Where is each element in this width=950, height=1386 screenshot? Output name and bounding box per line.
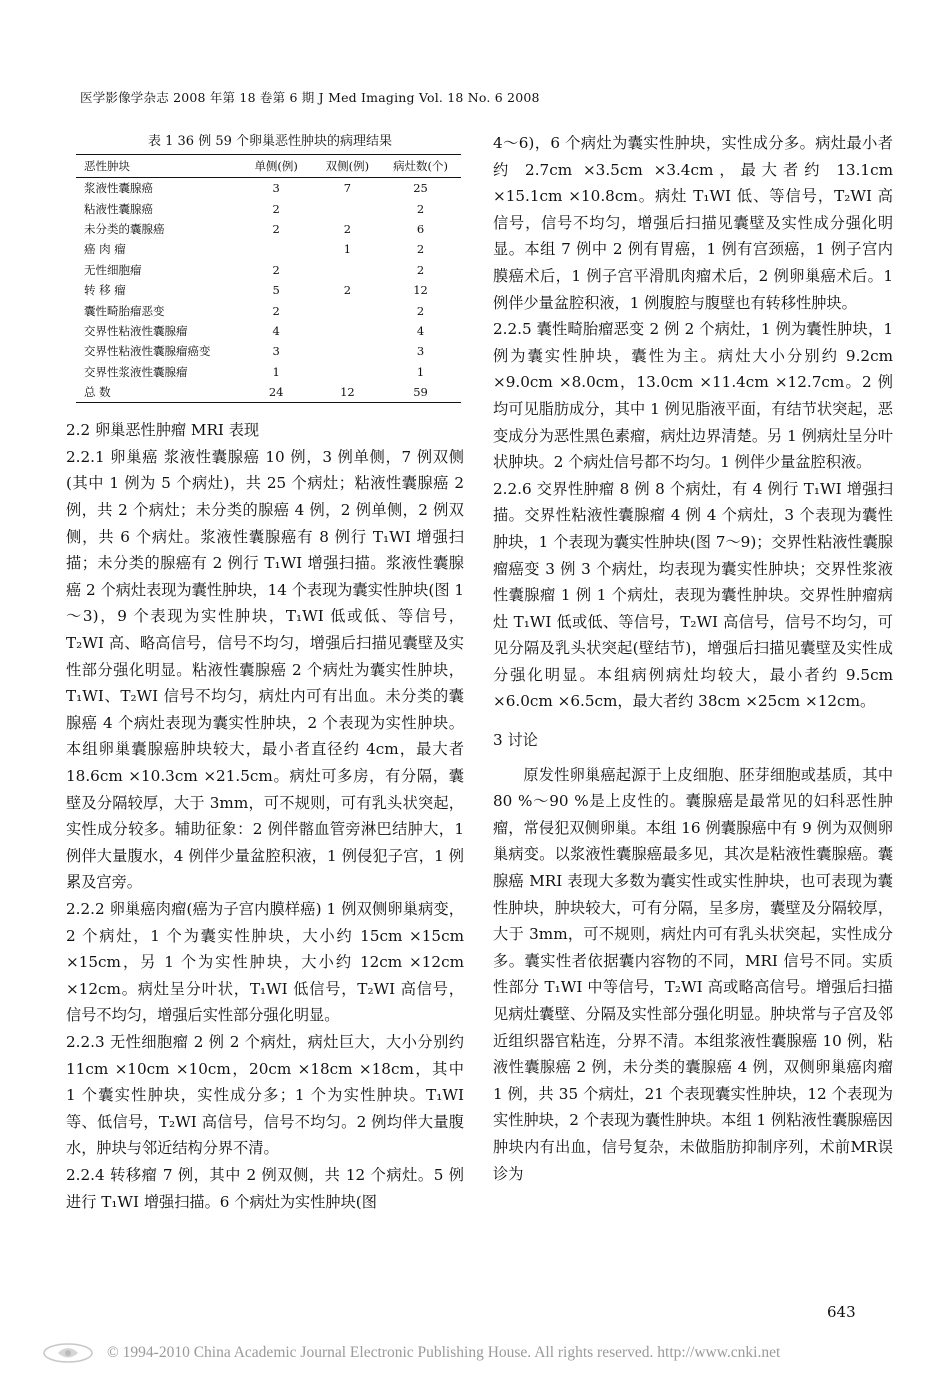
table-cell-value	[315, 198, 380, 218]
col-header: 恶性肿块	[76, 155, 238, 178]
footer	[0, 1338, 950, 1370]
table-row	[76, 300, 461, 320]
table-cell-value: 2	[416, 201, 425, 216]
table-cell-value: 24	[238, 382, 315, 403]
table-cell-value: 59	[380, 382, 461, 403]
table-cell-label: 交界性粘液性囊腺瘤癌变	[84, 344, 211, 359]
col-header: 单侧(例)	[238, 155, 315, 178]
table-cell-value: 3	[272, 344, 280, 359]
table-cell-value: 4	[272, 323, 280, 338]
table-cell-value	[315, 300, 380, 320]
table-row	[76, 178, 461, 199]
section-3-title: 3 讨论	[493, 731, 538, 750]
table-cell-label: 囊性畸胎瘤恶变	[84, 303, 165, 318]
table-cell-label: 粘液性囊腺癌	[84, 201, 153, 216]
table-cell-value	[315, 321, 380, 341]
table-cell-label: 浆液性囊腺癌	[84, 181, 153, 196]
table-cell-value	[315, 362, 380, 382]
table-cell-label: 癌 肉 瘤	[84, 242, 126, 257]
table-cell-value: 3	[272, 181, 280, 196]
table-cell-label: 交界性粘液性囊腺瘤	[84, 323, 188, 338]
table-row	[76, 341, 461, 361]
section-2-2-1: 2.2.1 卵巢癌 浆液性囊腺癌 10 例，3 例单侧，7 例双侧(其中 1 例为 5 个病灶)，共 25 个病灶；粘液性囊腺癌 2 例，共 2 个病灶；未分类的腺癌 4 例，2 例单侧，2 例双侧，共 6 个病灶。浆液性囊腺癌有 8 例行 T₁WI 增强扫描；未分类的腺癌有 2 例行 T₁WI 增强扫描。浆液性囊腺癌 2 个病灶表现为囊性肿块，14 个表现为囊实性肿块(图 1～3)，9 个表现为实性肿块，T₁WI 低或低、等信号，T₂WI 高、略高信号，信号不均匀，增强后扫描见囊壁及实性部分强化明显。粘液性囊腺癌 2 个病灶为囊实性肿块，T₁WI、T₂WI 信号不均匀，病灶内可有出血。未分类的囊腺癌 4 个病灶表现为囊实性肿块，2 个表现为实性肿块。本组卵巢囊腺癌肿块较大，最小者直径约 4cm，最大者 18.6cm ×10.3cm ×21.5cm。病灶可多房，有分隔，囊壁及分隔较厚，大于 3mm，可不规则，可有乳头状突起，实性成分较多。辅助征象：2 例伴髂血管旁淋巴结肿大，1 例伴大量腹水，4 例伴少量盆腔积液，1 例侵犯子宫，1 例累及宫旁。	[66, 447, 465, 892]
table-cell-value: 12	[413, 283, 428, 298]
table-row	[76, 198, 461, 218]
table-cell-label: 总 数	[76, 382, 238, 403]
table-cell-value: 2	[343, 283, 352, 298]
table-header-row	[76, 155, 461, 178]
table-row	[76, 219, 461, 239]
table-cell-value: 7	[343, 181, 352, 196]
table-cell-value	[238, 239, 315, 259]
table-row	[76, 260, 461, 280]
section-2-2-3: 2.2.3 无性细胞瘤 2 例 2 个病灶，病灶巨大，大小分别约 11cm ×10cm ×10cm，20cm ×18cm ×18cm，其中 1 个囊实性肿块，实性成分多；1 个为实性肿块。T₁WI 等、低信号，T₂WI 高信号，信号不均匀。2 例均伴大量腹水，肿块与邻近结构分界不清。	[66, 1032, 464, 1158]
table-cell-value: 2	[416, 262, 425, 277]
table-cell-label: 未分类的囊腺癌	[84, 221, 165, 236]
table-cell-value	[315, 260, 380, 280]
table-row	[76, 239, 461, 259]
table-row	[76, 362, 461, 382]
table-cell-value: 1	[416, 364, 425, 379]
cnki-logo-icon	[40, 1340, 96, 1366]
section-2-2-4: 2.2.4 转移瘤 7 例，其中 2 例双侧，共 12 个病灶。5 例进行 T₁WI 增强扫描。6 个病灶为实性肿块(图	[66, 1165, 464, 1211]
col-header: 双侧(例)	[315, 155, 380, 178]
copyright-text: © 1994-2010 China Academic Journal Electronic Publishing House. All rights reserved. http://www.cnki.net	[107, 1344, 781, 1361]
section-2-2-title: 2.2 卵巢恶性肿瘤 MRI 表现	[66, 421, 260, 440]
table-caption: 表 1 36 例 59 个卵巢恶性肿块的病理结果	[147, 134, 393, 149]
table-cell-value: 2	[416, 303, 425, 318]
pathology-table	[76, 154, 461, 403]
table-row	[76, 382, 461, 403]
table-cell-value: 5	[272, 283, 280, 298]
section-2-2-4-continued: 4～6)，6 个病灶为囊实性肿块，实性成分多。病灶最小者约 2.7cm ×3.5cm ×3.4cm，最大者约 13.1cm ×15.1cm ×10.8cm。病灶 T₁WI 低、等信号，T₂WI 高信号，信号不均匀，增强后扫描见囊壁及实性成分强化明显。本组 7 例中 2 例有胃癌，1 例有宫颈癌，1 例子宫内膜癌术后，1 例子宫平滑肌肉瘤术后，2 例卵巢癌术后。1 例伴少量盆腔积液，1 例腹腔与腹壁也有转移性肿块。	[493, 134, 893, 312]
section-2-2-2: 2.2.2 卵巢癌肉瘤(癌为子宫内膜样癌) 1 例双侧卵巢病变，2 个病灶，1 个为囊实性肿块，大小约 15cm ×15cm ×15cm，另 1 个为实性肿块，大小约 12cm ×12cm ×12cm。病灶呈分叶状，T₁WI 低信号，T₂WI 高信号，信号不均匀，增强后实性部分强化明显。	[66, 899, 464, 1025]
journal-header: 医学影像学杂志 2008 年第 18 卷第 6 期 J Med Imaging Vol. 18 No. 6 2008	[80, 90, 540, 105]
table-cell-value: 2	[272, 262, 280, 277]
section-2-2-6: 2.2.6 交界性肿瘤 8 例 8 个病灶，有 4 例行 T₁WI 增强扫描。交界性粘液性囊腺瘤 4 例 4 个病灶，3 个表现为囊性肿块，1 个表现为囊实性肿块(图 7～9)；交界性粘液性囊腺瘤癌变 3 例 3 个病灶，均表现为囊实性肿块；交界性浆液性囊腺瘤 1 例 1 个病灶，表现为囊性肿块。交界性肿瘤病灶 T₁WI 低或低、等信号，T₂WI 高信号，信号不均匀，可见分隔及乳头状突起(壁结节)，增强后扫描见囊壁及实性成分强化明显。本组病例病灶均较大，最小者约 9.5cm ×6.0cm ×6.5cm，最大者约 38cm ×25cm ×12cm。	[493, 479, 893, 711]
table-cell-value: 2	[272, 221, 280, 236]
table-cell-value: 3	[416, 344, 425, 359]
table-cell-label: 交界性浆液性囊腺瘤	[84, 364, 188, 379]
table-row	[76, 280, 461, 300]
table-cell-value: 6	[416, 221, 425, 236]
table-cell-value: 2	[416, 242, 425, 257]
table-cell-value	[315, 341, 380, 361]
section-2-2-5: 2.2.5 囊性畸胎瘤恶变 2 例 2 个病灶，1 例为囊性肿块，1 例为囊实性肿块，囊性为主。病灶大小分别约 9.2cm ×9.0cm ×8.0cm，13.0cm ×11.4cm ×12.7cm。2 例均可见脂肪成分，其中 1 例见脂液平面，有结节状突起，恶变成分为恶性黑色素瘤，病灶边界清楚。另 1 例病灶呈分叶状肿块。2 个病灶信号都不均匀。1 例伴少量盆腔积液。	[493, 320, 893, 472]
table-cell-value: 4	[416, 323, 425, 338]
page-number: 643	[827, 1303, 856, 1321]
col-header: 病灶数(个)	[380, 155, 461, 178]
table-cell-value: 25	[413, 181, 428, 196]
table-cell-value: 2	[343, 221, 352, 236]
discussion-paragraph: 原发性卵巢癌起源于上皮细胞、胚芽细胞或基质，其中 80 %～90 %是上皮性的。囊腺癌是最常见的妇科恶性肿瘤，常侵犯双侧卵巢。本组 16 例囊腺癌中有 9 例为双侧卵巢病变。以浆液性囊腺癌最多见，其次是粘液性囊腺癌。囊腺癌 MRI 表现大多数为囊实性或实性肿块，也可表现为囊性肿块，肿块较大，可有分隔，呈多房，囊壁及分隔较厚，大于 3mm，可不规则，病灶内可有乳头状突起，实性成分多。囊实性者依据囊内容物的不同，MRI 信号不同。实质性部分 T₁WI 中等信号，T₂WI 高或略高信号。增强后扫描见病灶囊壁、分隔及实性部分强化明显。肿块常与子宫及邻近组织器官粘连，分界不清。本组浆液性囊腺癌 10 例，粘液性囊腺癌 2 例，未分类的囊腺癌 4 例，双侧卵巢癌肉瘤 1 例，共 35 个病灶，21 个表现囊实性肿块，12 个表现为实性肿块，2 个表现为囊性肿块。本组 1 例粘液性囊腺癌因肿块内有出血，信号复杂，未做脂肪抑制序列，术前MR误诊为	[493, 765, 893, 1183]
table-cell-value: 1	[343, 242, 352, 257]
table-cell-value: 2	[272, 201, 280, 216]
table-cell-value: 12	[315, 382, 380, 403]
left-column	[66, 130, 464, 1215]
right-column	[493, 130, 893, 1187]
table-row	[76, 321, 461, 341]
table-cell-label: 转 移 瘤	[84, 283, 126, 298]
table-cell-value: 1	[272, 364, 280, 379]
table-cell-value: 2	[272, 303, 280, 318]
table-cell-label: 无性细胞瘤	[84, 262, 142, 277]
